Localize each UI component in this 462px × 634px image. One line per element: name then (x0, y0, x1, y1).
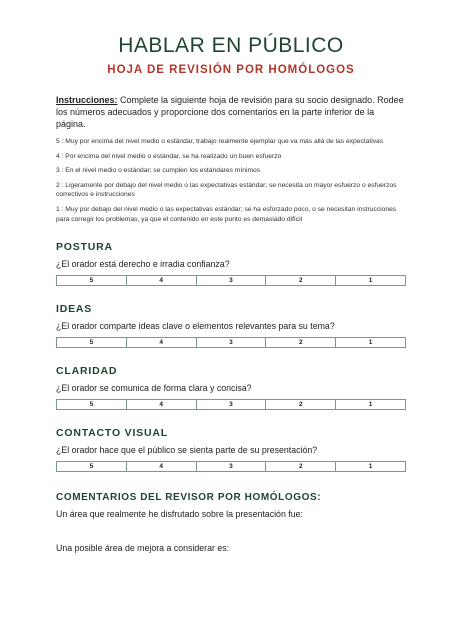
rating-row-postura (56, 275, 406, 286)
scale-item-2: 2 : Ligeramente por debajo del nivel medio o las expectativas estándar; se necesita un mayor esfuerzo o esfuerzos correctivos e instrucciones (56, 181, 397, 199)
section-title: CONTACTO VISUAL (56, 427, 168, 440)
section-question: ¿El orador está derecho e irradia confianza? (56, 259, 230, 270)
section-question: ¿El orador se comunica de forma clara y concisa? (56, 383, 252, 394)
rating-option-1[interactable]: 1 (368, 339, 373, 347)
review-sheet-page (0, 34, 462, 634)
section-contacto-visual (56, 427, 406, 472)
rating-option-1[interactable]: 1 (368, 401, 373, 409)
section-title: CLARIDAD (56, 365, 118, 378)
scale-item-5: 5 : Muy por encima del nivel medio o estándar, trabajo realmente ejemplar que va más allá de las expectativas (56, 138, 384, 145)
rating-row-claridad (56, 399, 406, 410)
rating-option-4[interactable]: 4 (127, 276, 197, 285)
section-question: ¿El orador comparte ideas clave o elementos relevantes para su tema? (56, 321, 335, 332)
rating-option-5[interactable]: 5 (57, 338, 127, 347)
page-title: HABLAR EN PÚBLICO (118, 34, 344, 57)
rating-option-4[interactable]: 4 (127, 400, 197, 409)
rating-option-3[interactable]: 3 (197, 276, 267, 285)
rating-option-4[interactable]: 4 (127, 462, 197, 471)
rating-option-3[interactable]: 3 (197, 400, 267, 409)
scale-item-3: 3 : En el nivel medio o estándar; se cumplen los estándares mínimos (56, 167, 261, 175)
section-claridad (56, 365, 406, 410)
scale-item-1: 1 : Muy por debajo del nivel medio o las expectativas estándar; se ha esforzado poco, o se necesitan instrucciones para corregir los problemas, ya que el contenido en este punto es demasiado difícil (56, 205, 397, 223)
instructions-paragraph (56, 94, 406, 130)
rating-option-5[interactable]: 5 (57, 462, 127, 471)
rating-option-2[interactable]: 2 (266, 400, 336, 409)
instructions-label: Instrucciones: (56, 95, 118, 105)
comments-title: COMENTARIOS DEL REVISOR POR HOMÓLOGOS: (56, 492, 322, 504)
section-comments (56, 492, 406, 553)
rating-option-5[interactable]: 5 (57, 276, 127, 285)
rating-row-contacto-visual (56, 461, 406, 472)
section-title: IDEAS (56, 303, 93, 316)
instructions-text: Complete la siguiente hoja de revisión para su socio designado. Rodee los números adecuados y proporcione dos comentarios en la parte inferior de la página. (56, 95, 404, 129)
rating-row-ideas (56, 337, 406, 348)
section-title: POSTURA (56, 241, 113, 254)
rating-scale-list (56, 137, 406, 224)
rating-option-3[interactable]: 3 (197, 338, 267, 347)
page-subtitle: HOJA DE REVISIÓN POR HOMÓLOGOS (107, 64, 355, 76)
section-ideas (56, 303, 406, 348)
rating-option-3[interactable]: 3 (197, 462, 267, 471)
rating-option-2[interactable]: 2 (266, 462, 336, 471)
rating-option-1[interactable]: 1 (368, 277, 373, 285)
rating-option-1[interactable]: 1 (368, 463, 373, 471)
rating-option-4[interactable]: 4 (127, 338, 197, 347)
scale-item-4: 4 : Por encima del nivel medio o estándar, se ha realizado un buen esfuerzo (56, 152, 282, 160)
section-question: ¿El orador hace que el público se sienta parte de su presentación? (56, 445, 318, 456)
section-postura (56, 241, 406, 286)
rating-option-5[interactable]: 5 (57, 400, 127, 409)
rating-option-2[interactable]: 2 (266, 276, 336, 285)
comment-prompt-enjoyed: Un área que realmente he disfrutado sobre la presentación fue: (56, 509, 303, 520)
rating-option-2[interactable]: 2 (266, 338, 336, 347)
comment-prompt-improve: Una posible área de mejora a considerar es: (56, 543, 230, 554)
